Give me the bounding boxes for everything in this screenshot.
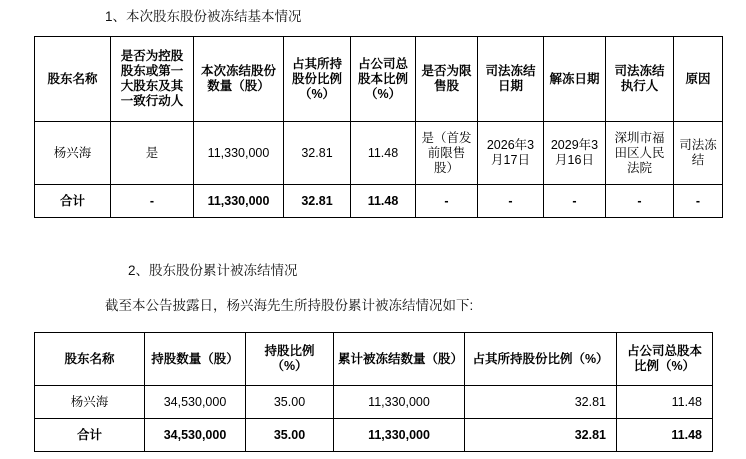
cell-is-restricted: 是（首发前限售股）	[416, 122, 478, 185]
table-header-row	[35, 333, 713, 386]
cell-total-is-controlling: -	[111, 185, 194, 218]
cell-total-label: 合计	[35, 185, 111, 218]
cell-shares-held: 34,530,000	[145, 386, 246, 419]
column-header-pct-of-total: 占公司总股本比例（%）	[617, 333, 713, 386]
column-header-cumulative-frozen: 累计被冻结数量（股）	[334, 333, 465, 386]
cell-pct-of-total: 11.48	[617, 386, 713, 419]
cell-total-frozen-shares: 11,330,000	[194, 185, 284, 218]
cell-total-shares-held: 34,530,000	[145, 419, 246, 452]
cell-total-pct-of-total: 11.48	[617, 419, 713, 452]
cell-freeze-date: 2026年3月17日	[478, 122, 544, 185]
column-header-executor: 司法冻结执行人	[606, 37, 674, 122]
cell-reason: 司法冻结	[674, 122, 723, 185]
table-total-row	[35, 185, 723, 218]
column-header-shares-held: 持股数量（股）	[145, 333, 246, 386]
cell-unfreeze-date: 2029年3月16日	[544, 122, 606, 185]
cell-total-pct-of-held: 32.81	[465, 419, 617, 452]
cell-pct-of-held: 32.81	[284, 122, 351, 185]
column-header-pct-of-held: 占其所持股份比例（%）	[284, 37, 351, 122]
cell-shareholder-name: 杨兴海	[35, 386, 145, 419]
section-2-paragraph: 截至本公告披露日，杨兴海先生所持股份累计被冻结情况如下:	[105, 298, 474, 313]
frozen-shares-basic-table	[34, 36, 723, 218]
cell-executor: 深圳市福田区人民法院	[606, 122, 674, 185]
table-total-row	[35, 419, 713, 452]
column-header-frozen-shares: 本次冻结股份数量（股）	[194, 37, 284, 122]
cell-total-is-restricted: -	[416, 185, 478, 218]
column-header-pct-of-held: 占其所持股份比例（%）	[465, 333, 617, 386]
cell-total-reason: -	[674, 185, 723, 218]
cell-cumulative-frozen: 11,330,000	[334, 386, 465, 419]
column-header-freeze-date: 司法冻结日期	[478, 37, 544, 122]
table-row	[35, 122, 723, 185]
column-header-is-controlling: 是否为控股股东或第一大股东及其一致行动人	[111, 37, 194, 122]
cell-frozen-shares: 11,330,000	[194, 122, 284, 185]
cell-is-controlling: 是	[111, 122, 194, 185]
column-header-unfreeze-date: 解冻日期	[544, 37, 606, 122]
cell-total-executor: -	[606, 185, 674, 218]
cell-pct-of-held: 32.81	[465, 386, 617, 419]
cell-shareholder-name: 杨兴海	[35, 122, 111, 185]
column-header-pct-held: 持股比例（%）	[246, 333, 334, 386]
section-2-heading: 2、股东股份累计被冻结情况	[128, 263, 298, 278]
column-header-is-restricted: 是否为限售股	[416, 37, 478, 122]
cell-total-cumulative-frozen: 11,330,000	[334, 419, 465, 452]
cell-pct-of-total: 11.48	[351, 122, 416, 185]
column-header-reason: 原因	[674, 37, 723, 122]
cell-total-freeze-date: -	[478, 185, 544, 218]
cell-total-pct-held: 35.00	[246, 419, 334, 452]
cell-total-label: 合计	[35, 419, 145, 452]
cell-total-pct-of-held: 32.81	[284, 185, 351, 218]
cumulative-frozen-shares-table	[34, 332, 713, 452]
section-1-heading: 1、本次股东股份被冻结基本情况	[105, 9, 302, 24]
cell-pct-held: 35.00	[246, 386, 334, 419]
table-row	[35, 386, 713, 419]
column-header-shareholder-name: 股东名称	[35, 37, 111, 122]
column-header-pct-of-total: 占公司总股本比例（%）	[351, 37, 416, 122]
cell-total-pct-of-total: 11.48	[351, 185, 416, 218]
column-header-shareholder-name: 股东名称	[35, 333, 145, 386]
table-header-row	[35, 37, 723, 122]
cell-total-unfreeze-date: -	[544, 185, 606, 218]
